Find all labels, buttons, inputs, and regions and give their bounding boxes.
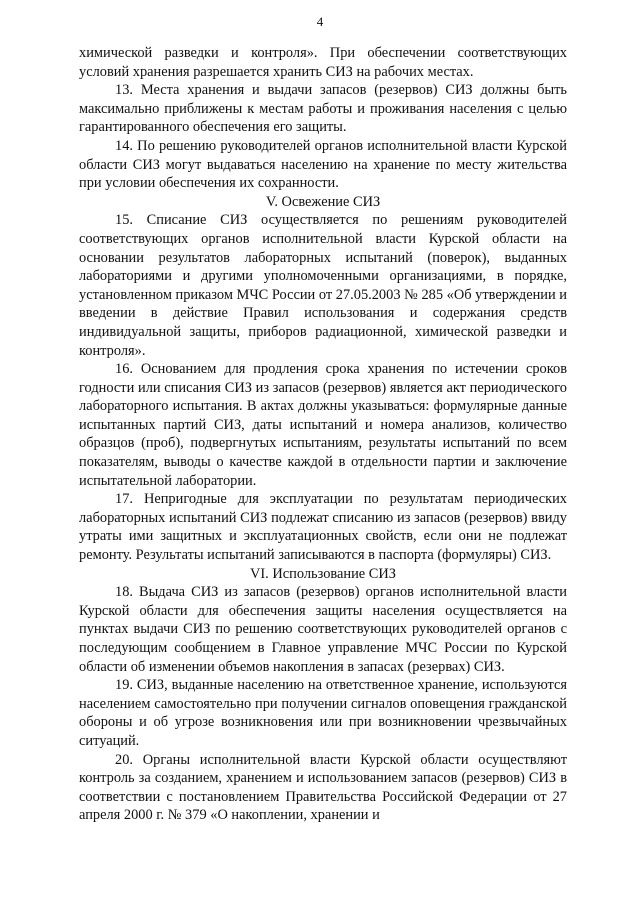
document-body <box>79 44 567 825</box>
section-heading-v: V. Освежение СИЗ <box>265 193 381 210</box>
paragraph-14: 14. По решению руководителей органов исполнительной власти Курской области СИЗ могут выдаваться населению на хранение по месту жительства при условии обеспечения их сохранности. <box>79 137 567 192</box>
paragraph-13: 13. Места хранения и выдачи запасов (резервов) СИЗ должны быть максимально приближены к местам работы и проживания населения с целью гарантированного обеспечения его защиты. <box>79 82 567 136</box>
paragraph-17: 17. Непригодные для эксплуатации по результатам периодических лабораторных испытаний СИЗ подлежат списанию из запасов (резервов) ввиду утраты ими защитных и эксплуатационных свойств, если они не подлежат ремонту. Результаты испытаний записываются в паспорта (формуляры) СИЗ. <box>79 491 567 564</box>
paragraph-continuation: химической разведки и контроля». При обеспечении соответствующих условий хранения разрешается хранить СИЗ на рабочих местах. <box>79 45 567 80</box>
paragraph-19: 19. СИЗ, выданные населению на ответственное хранение, используются населением самостоятельно при получении сигналов оповещения гражданской обороны и об угрозе возникновения или при возникновении чрезвычайных ситуаций. <box>79 677 567 749</box>
paragraph-20: 20. Органы исполнительной власти Курской области осуществляют контроль за созданием, хранением и использованием запасов (резервов) СИЗ в соответствии с постановлением Правительства Российской Федерации от 27 апреля 2000 г. № 379 «О накоплении, хранении и <box>79 751 567 824</box>
paragraph-18: 18. Выдача СИЗ из запасов (резервов) органов исполнительной власти Курской области для обеспечения защиты населения осуществляется на пунктах выдачи СИЗ по решению соответствующих руководителей органов с последующим сообщением в Главное управление МЧС России по Курской области об изменении объемов накопления в запасах (резервах) СИЗ. <box>79 584 567 675</box>
page-number: 4 <box>316 14 324 29</box>
paragraph-16: 16. Основанием для продления срока хранения по истечении сроков годности или списания СИЗ из запасов (резервов) является акт периодического лабораторного испытания. В актах должны указываться: формулярные данные испытанных партий СИЗ, даты испытаний и номера анализов, количество образцов (проб), подвергнутых испытаниям, результаты испытаний по всем показателям, выводы о качестве каждой в отдельности партии и заключение испытательной лаборатории. <box>79 361 567 489</box>
section-heading-vi: VI. Использование СИЗ <box>250 565 396 582</box>
paragraph-15: 15. Списание СИЗ осуществляется по решениям руководителей соответствующих органов исполнительной власти Курской области на основании результатов лабораторных испытаний (поверок), выданных лабораториями и другими уполномоченными организациями, в порядке, установленном приказом МЧС России от 27.05.2003 № 285 «Об утверждении и введении в действие Правил использования и содержания средств индивидуальной защиты, приборов радиационной, химической разведки и контроля». <box>79 212 567 359</box>
